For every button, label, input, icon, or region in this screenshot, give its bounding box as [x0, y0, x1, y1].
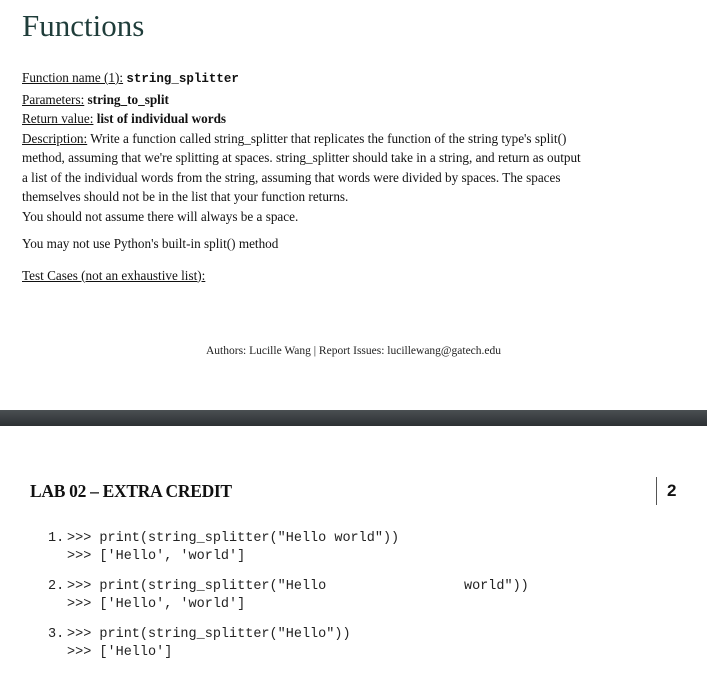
function-name-line — [22, 68, 690, 90]
test-cases-label: Test Cases (not an exhaustive list): — [22, 267, 206, 283]
test-case-call: >>> print(string_splitter("Hello world")) — [67, 579, 529, 594]
description-block — [22, 129, 690, 227]
test-case — [48, 578, 529, 614]
description-line: Write a function called string_splitter that replicates the function of the string type's split() — [87, 130, 567, 146]
description-line: themselves should not be in the list that your function returns. — [22, 189, 349, 204]
description-line: a list of the individual words from the string, assuming that words were divided by spaces. The spaces — [22, 169, 561, 185]
authors-footer: Authors: Lucille Wang | Report Issues: lucillewang@gatech.edu — [205, 345, 502, 357]
test-case-call: >>> print(string_splitter("Hello world")) — [67, 531, 400, 546]
test-case-result: >>> ['Hello', 'world'] — [67, 597, 246, 612]
page-separator — [0, 410, 707, 426]
description-line: You should not assume there will always be a space. — [22, 208, 299, 224]
test-case-number: 2. — [48, 579, 65, 594]
parameters-value: string_to_split — [87, 91, 169, 107]
test-case — [48, 530, 529, 566]
test-case-number: 3. — [48, 627, 65, 642]
document-page-2 — [0, 426, 707, 686]
description-line: method, assuming that we're splitting at spaces. string_splitter should take in a string, and return as output — [22, 150, 581, 165]
test-case-list — [48, 530, 529, 674]
test-case-number: 1. — [48, 531, 65, 546]
description-label: Description: — [22, 130, 88, 146]
function-name-label: Function name (1): — [22, 70, 124, 85]
function-name-value: string_splitter — [126, 72, 239, 86]
return-value-label: Return value: — [22, 111, 94, 126]
test-case-result: >>> ['Hello'] — [67, 645, 173, 660]
return-value-value: list of individual words — [96, 111, 227, 126]
parameters-label: Parameters: — [22, 91, 85, 107]
return-value-line — [22, 109, 690, 129]
function-spec — [22, 68, 690, 285]
page-number — [656, 477, 676, 505]
restriction-note: You may not use Python's built-in split() method — [22, 236, 279, 251]
parameters-line — [22, 90, 690, 110]
test-case — [48, 626, 529, 662]
lab-header: LAB 02 – EXTRA CREDIT — [30, 481, 232, 501]
test-case-call: >>> print(string_splitter("Hello")) — [67, 627, 351, 642]
section-title: Functions — [22, 8, 145, 43]
page-number-value: 2 — [667, 481, 677, 500]
test-case-result: >>> ['Hello', 'world'] — [67, 549, 246, 564]
